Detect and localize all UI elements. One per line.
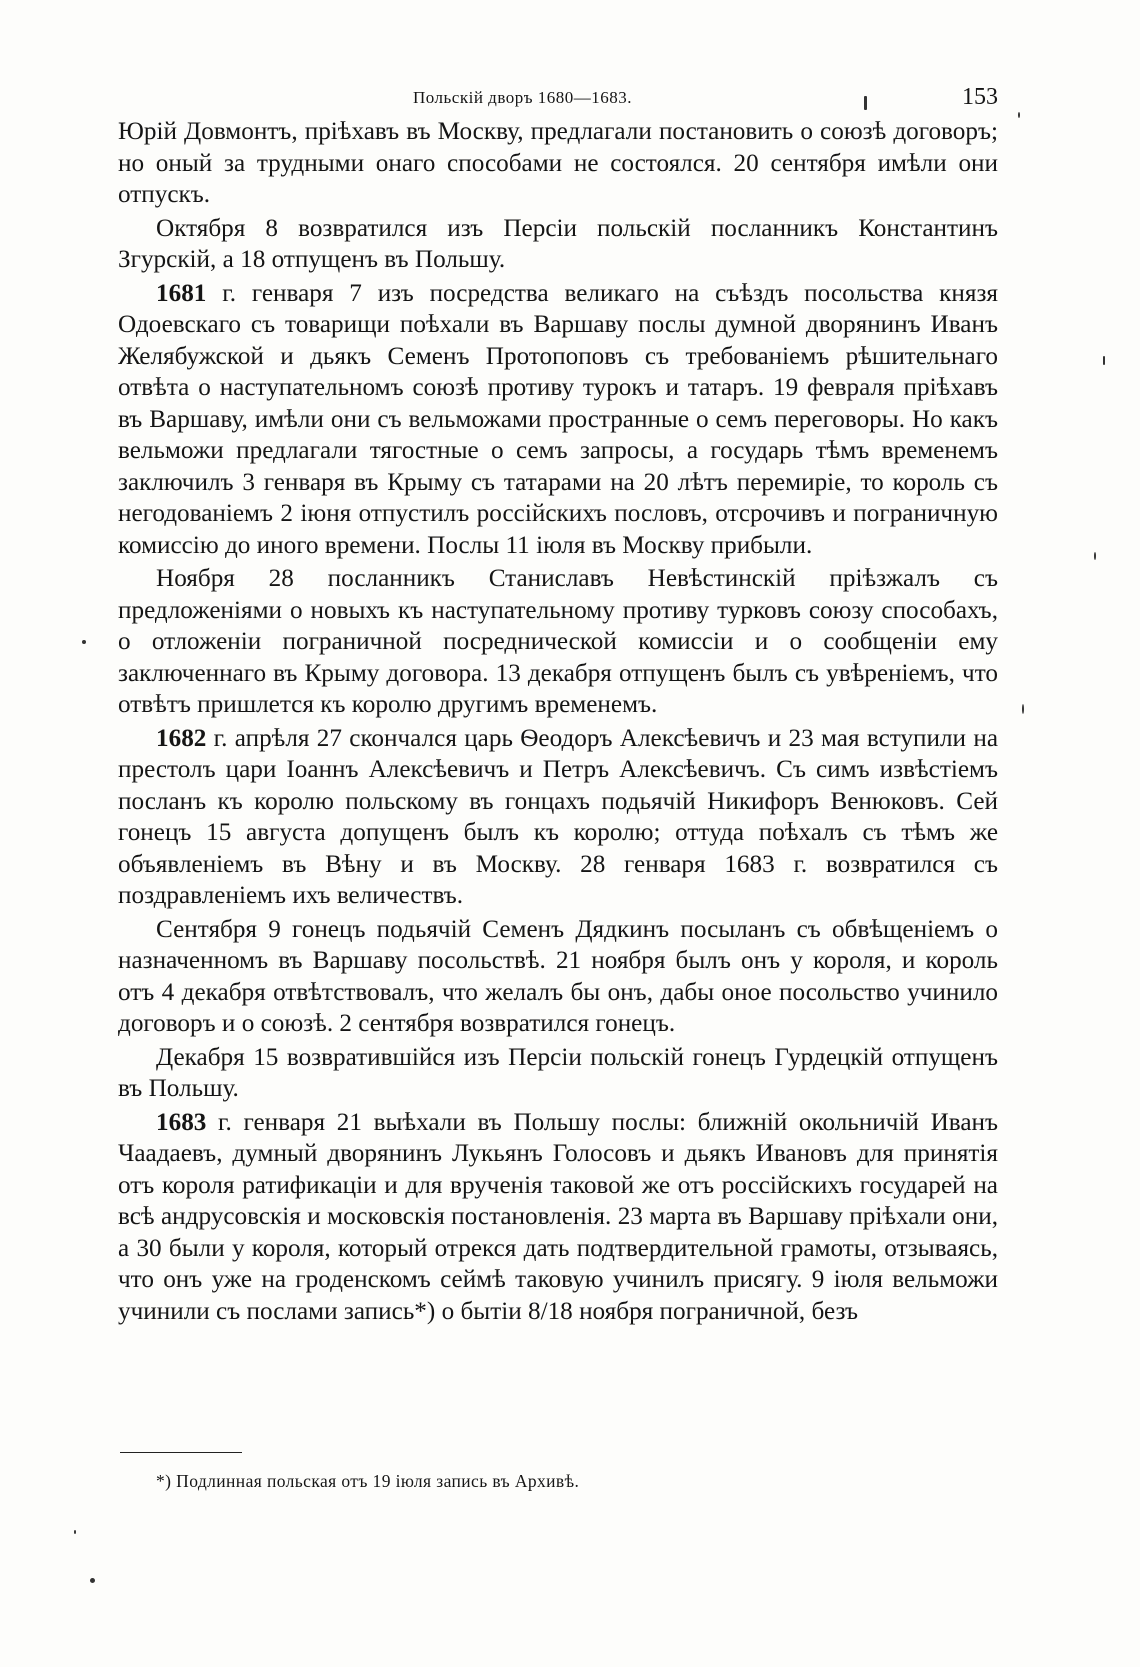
book-page xyxy=(118,78,998,1638)
running-title: Польскій дворъ 1680—1683. xyxy=(413,88,633,107)
paragraph-text: г. генваря 7 изъ посредства великаго на съѣздъ посольства князя Одоевскаго съ товарищи поѣхали въ Варшаву послы думной дворянинъ Иванъ Желябужской и дьякъ Семенъ Протопоповъ съ требованіемъ рѣшительнаго отвѣта о наступательномъ союзѣ противу турокъ и татаръ. 19 февраля пріѣхавъ въ Варшаву, имѣли они съ вельможами пространные о семъ переговоры. Но какъ вельможи предлагали тягостные о семъ запросы, а государь тѣмъ временемъ заключилъ 3 генваря въ Крыму съ татарами на 20 лѣтъ перемиріе, то король съ негодованіемъ 2 іюня отпустилъ россійскихъ пословъ, отсрочивъ и пограничную комиссію до иного времени. Послы 11 іюля въ Москву прибыли. xyxy=(118,279,998,559)
paragraph xyxy=(118,1107,998,1328)
page-number: 153 xyxy=(962,84,998,110)
paragraph xyxy=(118,563,998,721)
paragraph-text: Декабря 15 возвратившійся изъ Персіи польскій гонецъ Гурдецкій отпущенъ въ Польшу. xyxy=(118,1043,998,1102)
body-text xyxy=(118,116,998,1327)
paragraph-text: Октября 8 возвратился изъ Персіи польскій посланникъ Константинъ Згурскій, а 18 отпущенъ въ Польшу. xyxy=(118,214,998,273)
scan-speck xyxy=(82,640,86,644)
paragraph xyxy=(118,723,998,912)
paragraph xyxy=(118,278,998,562)
paragraph-text: г. генваря 21 выѣхали въ Польшу послы: ближній окольничій Иванъ Чаадаевъ, думный дворянинъ Лукьянъ Голосовъ и дьякъ Ивановъ для принятія отъ короля ратификаціи и для врученія таковой же отъ россійскихъ государей на всѣ андрусовскія и московскія постановленія. 23 марта въ Варшаву пріѣхали они, а 30 были у короля, который отрекся дать подтвердительной грамоты, отзываясь, что онъ уже на гроденскомъ сеймѣ таковую учинилъ присягу. 9 іюля вельможи учинили съ послами запись*) о бытіи 8/18 ноября пограничной, безъ xyxy=(118,1108,998,1325)
paragraph-year: 1683 xyxy=(156,1108,207,1136)
scan-speck xyxy=(864,96,867,110)
paragraph-text: Юрій Довмонтъ, пріѣхавъ въ Москву, предлагали постановить о союзѣ договоръ; но оный за трудными онаго способами не состоялся. 20 сентября имѣли они отпускъ. xyxy=(118,118,998,208)
paragraph-text: Сентября 9 гонецъ подьячій Семенъ Дядкинъ посыланъ съ обвѣщеніемъ о назначенномъ въ Варшаву посольствѣ. 21 ноября былъ онъ у короля, и король отъ 4 декабря отвѣтствовалъ, что желалъ бы онъ, дабы оное посольство учинило договоръ и о союзѣ. 2 сентября возвратился гонецъ. xyxy=(118,915,998,1037)
scan-speck xyxy=(1022,704,1024,714)
paragraph-year: 1682 xyxy=(156,724,207,752)
scan-speck xyxy=(90,1578,95,1583)
paragraph-text: г. апрѣля 27 скончался царь Ѳеодоръ Алексѣевичъ и 23 мая вступили на престолъ цари Іоаннъ Алексѣевичъ и Петръ Алексѣевичъ. Съ симъ извѣстіемъ посланъ къ королю польскому въ гонцахъ подьячій Никифоръ Венюковъ. Сей гонецъ 15 августа допущенъ былъ къ королю; оттуда поѣхалъ съ тѣмъ же объявленіемъ въ Вѣну и въ Москву. 28 генваря 1683 г. возвратился съ поздравленіемъ ихъ величествъ. xyxy=(118,724,998,909)
scan-speck xyxy=(1094,552,1096,560)
scan-speck xyxy=(1018,112,1020,118)
footnote: *) Подлинная польская отъ 19 іюля запись въ Архивѣ. xyxy=(156,1471,580,1491)
paragraph xyxy=(118,116,998,211)
paragraph xyxy=(118,914,998,1040)
paragraph xyxy=(118,213,998,276)
paragraph xyxy=(118,1042,998,1105)
footnote-divider xyxy=(120,1452,242,1453)
paragraph-text: Ноября 28 посланникъ Станиславъ Невѣстинскій пріѣзжалъ съ предложеніями о новыхъ къ наступательному противу турковъ союзу способахъ, о отложеніи пограничной посреднической комиссіи и о сообщеніи ему заключеннаго въ Крыму договора. 13 декабря отпущенъ былъ съ увѣреніемъ, что отвѣтъ пришлется къ королю другимъ временемъ. xyxy=(118,565,998,718)
paragraph-year: 1681 xyxy=(156,279,207,307)
scan-speck xyxy=(1103,356,1105,365)
scan-speck xyxy=(74,1530,76,1534)
